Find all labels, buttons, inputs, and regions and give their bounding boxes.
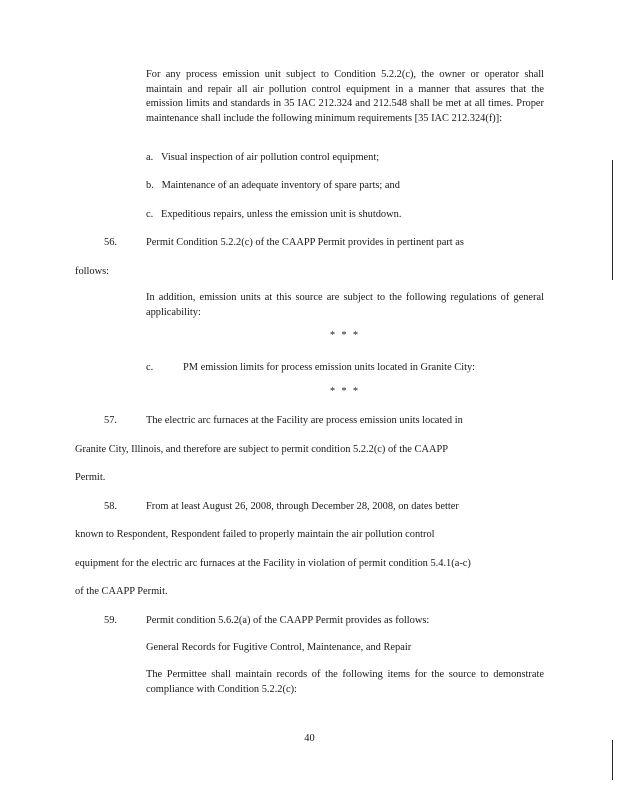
records-heading: General Records for Fugitive Control, Maintenance, and Repair (146, 642, 412, 653)
paragraph-number-58: 58. (104, 501, 117, 512)
quoted-condition-paragraph: For any process emission unit subject to Condition 5.2.2(c), the owner or operator shall maintain and repair all air pollution control equipment in a manner that assures that the emission limits and standards in 35 IAC 212.324 and 212.548 shall be met at all times. Proper maintenance shall include the following minimum requirements [35 IAC 212.324(f)]: (146, 69, 544, 124)
paragraph-58-line-4: of the CAAPP Permit. (75, 586, 168, 597)
paragraph-number-57: 57. (104, 415, 117, 426)
list-item-b: b. Maintenance of an adequate inventory of spare parts; and (146, 180, 400, 191)
section-break-stars: * * * (330, 330, 360, 341)
paragraph-57-line-3: Permit. (75, 472, 106, 483)
paragraph-56-line-1: Permit Condition 5.2.2(c) of the CAAPP Permit provides in pertinent part as (146, 237, 464, 248)
list-item-a: a. Visual inspection of air pollution control equipment; (146, 152, 380, 163)
paragraph-56-line-2: follows: (75, 266, 110, 277)
paragraph-57-line-2: Granite City, Illinois, and therefore are subject to permit condition 5.2.2(c) of the CAAPP (75, 444, 449, 455)
scan-edge-mark (612, 160, 613, 280)
section-break-stars: * * * (330, 386, 360, 397)
scan-edge-mark (612, 740, 613, 780)
item-c-text: PM emission limits for process emission units located in Granite City: (183, 362, 476, 373)
paragraph-number-56: 56. (104, 237, 117, 248)
quoted-applicability-paragraph: In addition, emission units at this source are subject to the following regulations of general applicability: (146, 292, 544, 318)
paragraph-58-line-2: known to Respondent, Respondent failed to properly maintain the air pollution control (75, 529, 435, 540)
item-c-label: c. (146, 362, 154, 373)
list-item-c: c. Expeditious repairs, unless the emission unit is shutdown. (146, 209, 402, 220)
paragraph-59-line-1: Permit condition 5.6.2(a) of the CAAPP Permit provides as follows: (146, 615, 430, 626)
page-number: 40 (304, 733, 315, 744)
paragraph-number-59: 59. (104, 615, 117, 626)
paragraph-57-line-1: The electric arc furnaces at the Facility are process emission units located in (146, 415, 463, 426)
paragraph-58-line-3: equipment for the electric arc furnaces at the Facility in violation of permit condition 5.4.1(a-c) (75, 558, 471, 569)
paragraph-58-line-1: From at least August 26, 2008, through December 28, 2008, on dates better (146, 501, 459, 512)
quoted-records-paragraph: The Permittee shall maintain records of the following items for the source to demonstrate compliance with Condition 5.2.2(c): (146, 669, 544, 695)
